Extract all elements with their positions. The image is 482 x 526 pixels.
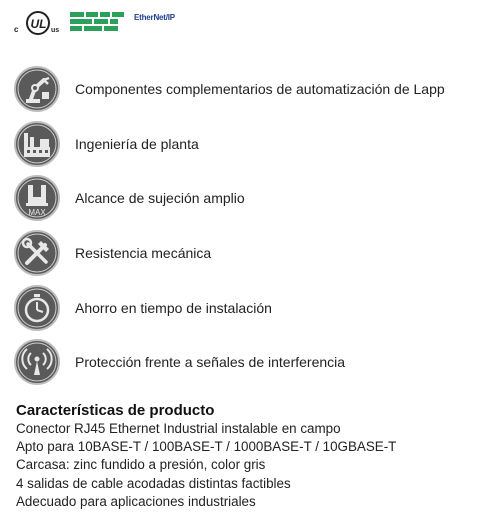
feature-label: Ahorro en tiempo de instalación: [75, 299, 272, 316]
feature-label: Componentes complementarios de automatización de Lapp: [75, 81, 445, 97]
feature-label: Alcance de sujeción amplio: [75, 190, 245, 207]
feature-item: [14, 226, 474, 281]
ul-text: UL: [30, 17, 47, 31]
section-title: Características de producto: [16, 402, 215, 419]
spec-list: [16, 420, 476, 511]
feature-item: [14, 335, 474, 390]
hammer-wrench-icon: [14, 230, 60, 276]
stopwatch-icon: [14, 285, 60, 331]
product-characteristics: [16, 401, 476, 511]
feature-item: [14, 281, 474, 336]
spec-item: 4 salidas de cable acodadas distintas factibles: [16, 475, 291, 491]
factory-plant-icon: [14, 121, 60, 167]
spec-item: Carcasa: zinc fundido a presión, color gris: [16, 457, 266, 473]
feature-label: Protección frente a señales de interferencia: [75, 354, 346, 371]
ul-us-text: us: [51, 27, 60, 34]
clamping-range-max-icon: [14, 175, 60, 221]
feature-label: Ingeniería de planta: [75, 135, 199, 152]
feature-label: Resistencia mecánica: [75, 245, 212, 262]
robot-arm-icon: [14, 66, 60, 112]
antenna-signal-icon: [14, 339, 60, 385]
max-text: MAX: [28, 208, 46, 218]
spec-item: Conector RJ45 Ethernet Industrial instalable en campo: [16, 421, 341, 436]
green-certification-logo: [68, 10, 126, 32]
feature-item: [14, 62, 474, 117]
cul-us-listed-logo: [14, 10, 62, 36]
feature-item: [14, 171, 474, 226]
spec-item: Apto para 10BASE-T / 100BASE-T / 1000BASE-T / 10GBASE-T: [16, 439, 397, 455]
ul-c-text: c: [14, 25, 19, 34]
spec-item: Adecuado para aplicaciones industriales: [16, 493, 256, 509]
feature-list: [14, 62, 474, 390]
feature-item: [14, 117, 474, 172]
ethernet-ip-logo: EtherNet/IP: [134, 13, 175, 22]
certification-logos: [14, 8, 314, 34]
